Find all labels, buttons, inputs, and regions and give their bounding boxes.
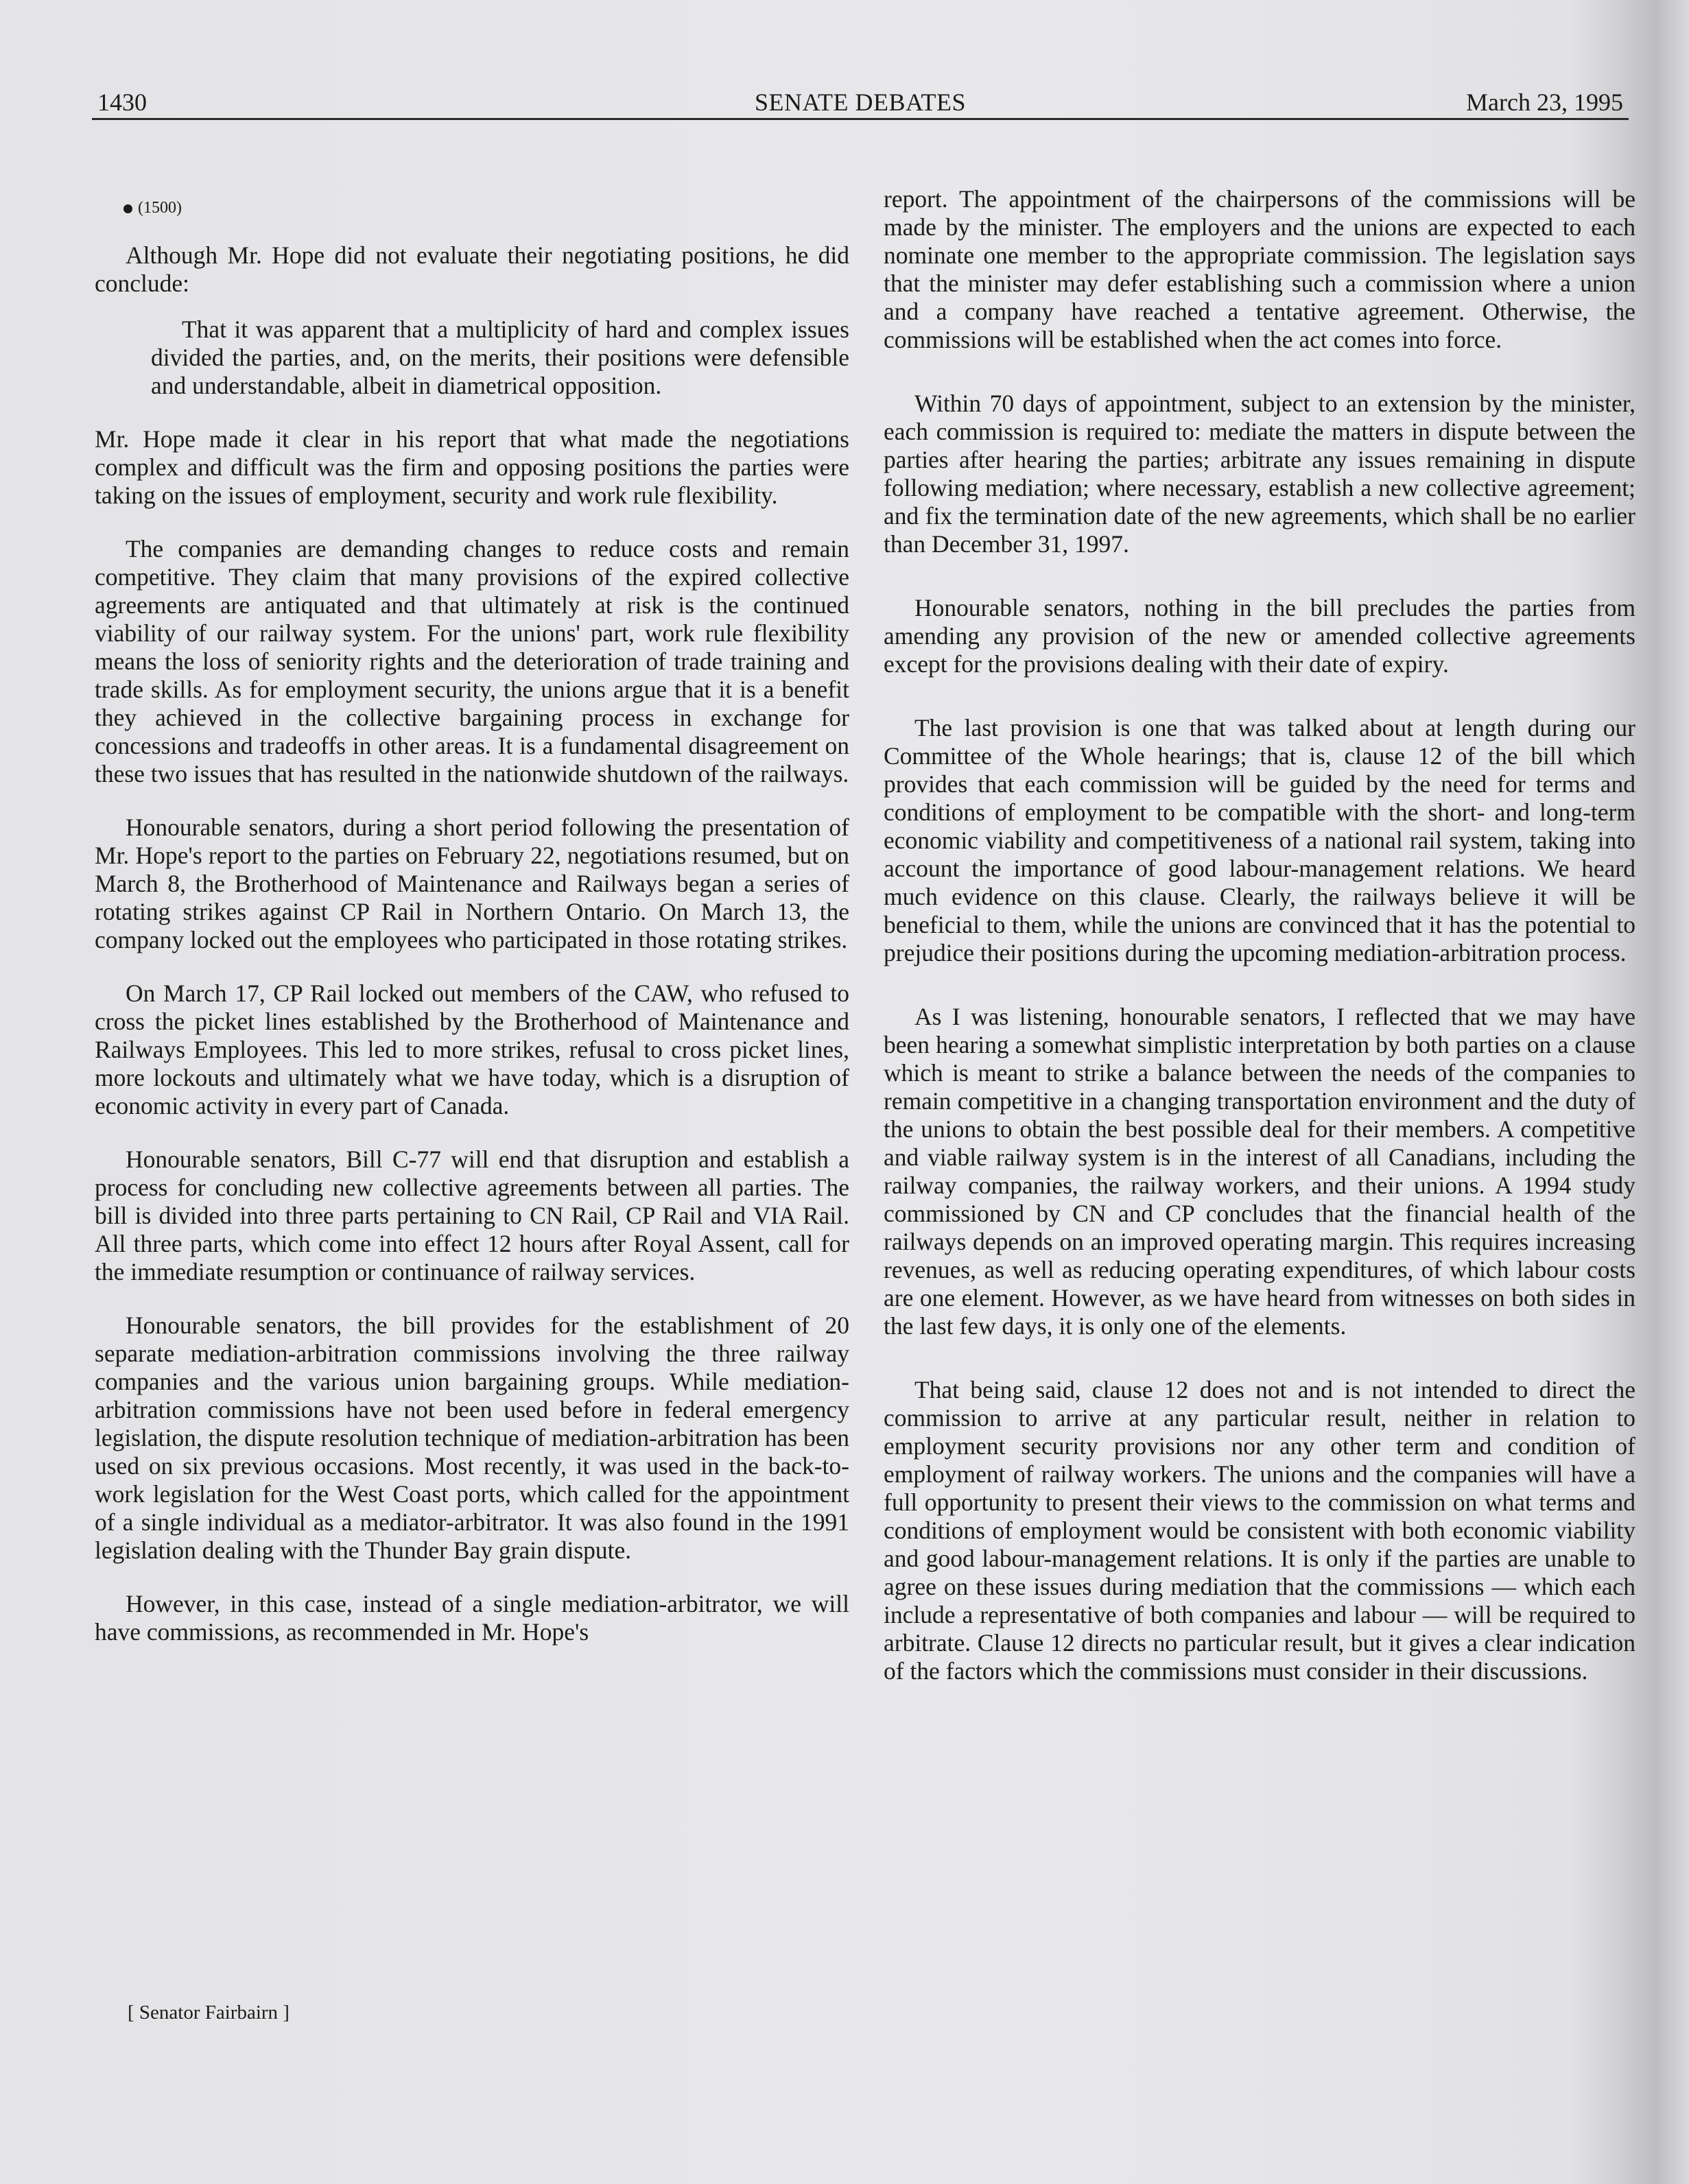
paragraph: On March 17, CP Rail locked out members of the CAW, who refused to cross the picket lines established by the Brotherhood of Maintenance and Railways Employees. This led to more strikes, refusal to cross picket lines, more lockouts and ultimately what we have today, which is a disruption of economic activity in every part of Canada. xyxy=(95,980,849,1119)
paragraph: As I was listening, honourable senators, I reflected that we may have been hearing a somewhat simplistic interpretation by both parties on a clause which is meant to strike a balance between the needs of the companies to remain competitive in a changing transportation environment and the duty of the unions to obtain the best possible deal for their members. A competitive and viable railway system is in the interest of all Canadians, including the railway companies, the railway workers, and their unions. A 1994 study commissioned by CN and CP concludes that the financial health of the railways depends on an improved operating margin. This requires increasing revenues, as well as reducing operating expenditures, of which labour costs are one element. However, as we have heard from witnesses on both sides in the last few days, it is only one of the elements. xyxy=(884,1003,1635,1340)
page-number: 1430 xyxy=(97,88,147,116)
paragraph: The companies are demanding changes to reduce costs and remain competitive. They claim that many provisions of the expired collective agreements are antiquated and that ultimately at risk is the continued viability of our railway system. For the unions' part, work rule flexibility means the loss of seniority rights and the deterioration of trade training and trade skills. As for employment security, the unions argue that it is a benefit they achieved in the collective bargaining process in exchange for concessions and tradeoffs in other areas. It is a fundamental disagreement on these two issues that has resulted in the nationwide shutdown of the railways. xyxy=(95,535,849,787)
right-column xyxy=(884,185,1635,1711)
time-marker xyxy=(123,198,849,218)
block-quote: That it was apparent that a multiplicity of hard and complex issues divided the parties, and, on the merits, their positions were defensible and understandable, albeit in diametrical opposition. xyxy=(151,316,849,399)
paragraph: Honourable senators, during a short period following the presentation of Mr. Hope's report to the parties on February 22, negotiations resumed, but on March 8, the Brotherhood of Maintenance and Railways began a series of rotating strikes against CP Rail in Northern Ontario. On March 13, the company locked out the employees who participated in those rotating strikes. xyxy=(95,814,849,953)
paragraph: Mr. Hope made it clear in his report that what made the negotiations complex and difficult was the firm and opposing positions the parties were taking on the issues of employment, security and work rule flexibility. xyxy=(95,425,849,509)
page-header xyxy=(92,84,1629,120)
paragraph: However, in this case, instead of a single mediation-arbitrator, we will have commissions, as recommended in Mr. Hope's xyxy=(95,1590,849,1646)
publication-date: March 23, 1995 xyxy=(1466,88,1623,116)
speaker-footer: [ Senator Fairbairn ] xyxy=(128,2002,290,2023)
paragraph: Although Mr. Hope did not evaluate their negotiating positions, he did conclude: xyxy=(95,241,849,297)
paragraph: Within 70 days of appointment, subject to an extension by the minister, each commission is required to: mediate the matters in dispute between the parties after hearing the parties; arbitrate any issues remaining in dispute following mediation; where necessary, establish a new collective agreement; and fix the termination date of the new agreements, which shall be no earlier than December 31, 1997. xyxy=(884,390,1635,558)
paragraph: Honourable senators, nothing in the bill precludes the parties from amending any provision of the new or amended collective agreements except for the provisions dealing with their date of expiry. xyxy=(884,594,1635,678)
time-marker-text: (1500) xyxy=(138,199,182,217)
paragraph: Honourable senators, the bill provides for the establishment of 20 separate mediation-arbitration commissions involving the three railway companies and the various union bargaining groups. While mediation-arbitration commissions have not been used before in federal emergency legislation, the dispute resolution technique of mediation-arbitration has been used on six previous occasions. Most recently, it was used in the back-to-work legislation for the West Coast ports, which called for the appointment of a single individual as a mediator-arbitrator. It was also found in the 1991 legislation dealing with the Thunder Bay grain dispute. xyxy=(95,1311,849,1564)
bullet-icon xyxy=(123,204,132,213)
paragraph: report. The appointment of the chairpersons of the commissions will be made by the minister. The employers and the unions are expected to each nominate one member to the appropriate commission. The legislation says that the minister may defer establishing such a commission where a union and a company have reached a tentative agreement. Otherwise, the commissions will be established when the act comes into force. xyxy=(884,185,1635,353)
paragraph: That being said, clause 12 does not and is not intended to direct the commission to arrive at any particular result, neither in relation to employment security provisions nor any other term and condition of employment of railway workers. The unions and the companies will have a full opportunity to present their views to the commission on what terms and conditions of employment would be consistent with both economic viability and good labour-management relations. It is only if the parties are unable to agree on these issues during mediation that the commissions — which each include a representative of both companies and labour — will be required to arbitrate. Clause 12 directs no particular result, but it gives a clear indication of the factors which the commissions must consider in their discussions. xyxy=(884,1376,1635,1685)
paragraph: The last provision is one that was talked about at length during our Committee of the Whole hearings; that is, clause 12 of the bill which provides that each commission will be guided by the need for terms and conditions of employment to be compatible with the short- and long-term economic viability and competitiveness of a national rail system, taking into account the importance of good labour-management relations. We heard much evidence on this clause. Clearly, the railways believe it will be beneficial to them, while the unions are convinced that it has the potential to prejudice their positions during the upcoming mediation-arbitration process. xyxy=(884,714,1635,966)
paragraph: Honourable senators, Bill C-77 will end that disruption and establish a process for concluding new collective agreements between all parties. The bill is divided into three parts pertaining to CN Rail, CP Rail and VIA Rail. All three parts, which come into effect 12 hours after Royal Assent, call for the immediate resumption or continuance of railway services. xyxy=(95,1146,849,1285)
left-column xyxy=(95,185,849,1672)
publication-title: SENATE DEBATES xyxy=(754,88,966,116)
